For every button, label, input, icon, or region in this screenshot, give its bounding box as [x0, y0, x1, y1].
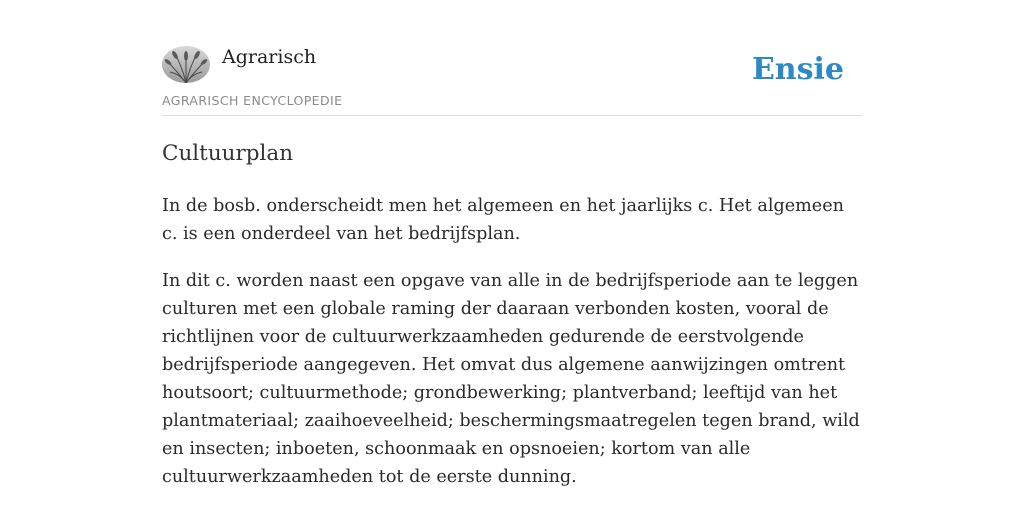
article-title: Cultuurplan — [162, 141, 294, 166]
site-name[interactable]: Agrarisch — [222, 46, 317, 68]
wheat-icon — [162, 46, 210, 83]
site-subtitle: AGRARISCH ENCYCLOPEDIE — [162, 93, 343, 108]
article-paragraph: In de bosb. onderscheidt men het algemeen en het jaarlijks c. Het algemeen c. is een onderdeel van het bedrijfsplan. — [162, 196, 844, 244]
content-container — [162, 0, 862, 487]
article-paragraph: In dit c. worden naast een opgave van alle in de bedrijfsperiode aan te leggen culturen met een globale raming der daaraan verbonden kosten, vooral de richtlijnen voor de cultuurwerkzaamheden gedurende de eerstvolgende bedrijfsperiode aangegeven. Het omvat dus algemene aanwijzingen omtrent houtsoort; cultuurmethode; grondbewerking; plantverband; leeftijd van het plantmateriaal; zaaihoeveelheid; beschermingsmaatregelen tegen brand, wild en insecten; inboeten, schoonmaak en opsnoeien; kortom van alle cultuurwerkzaamheden tot de eerste dunning. — [162, 271, 860, 487]
wheat-field-image[interactable] — [162, 46, 210, 83]
brand-logo[interactable]: Ensie — [751, 52, 844, 87]
site-header — [162, 0, 862, 116]
